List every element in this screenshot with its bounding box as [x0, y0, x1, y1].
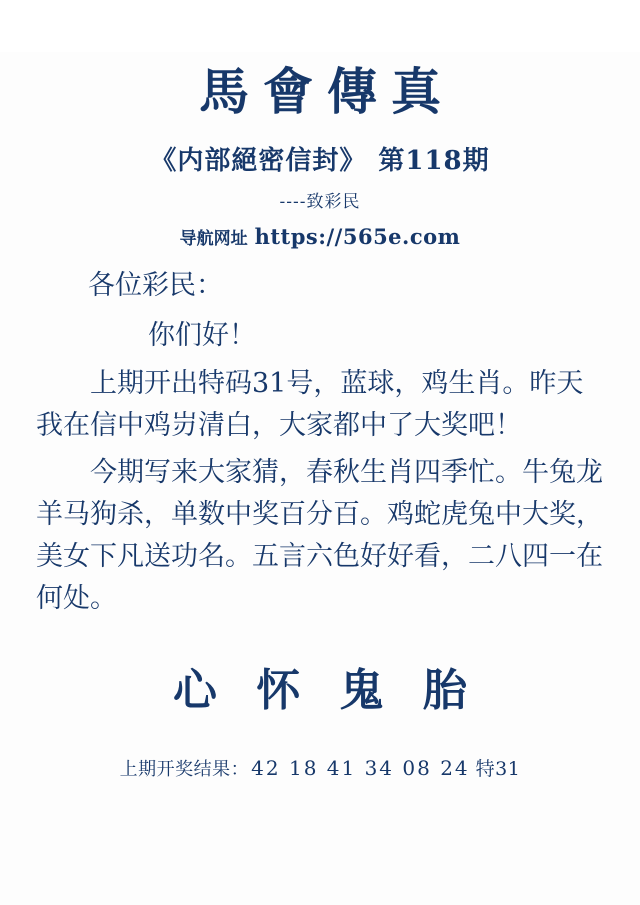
subtitle-bracket-text: 《内部絕密信封》: [150, 146, 367, 176]
nav-url-link[interactable]: https://565e.com: [254, 224, 461, 249]
paragraph-previous-result: 上期开出特码31号，蓝球，鸡生肖。昨天我在信中鸡岃清白，大家都中了大奖吧！: [36, 367, 584, 441]
navigation-url-line: [0, 224, 640, 249]
greeting-line: 各位彩民：: [88, 270, 223, 301]
letter-body: [36, 265, 604, 620]
results-numbers: 42 18 41 34 08 24: [251, 755, 470, 780]
previous-draw-results: [0, 754, 640, 781]
page-title: 馬會傳真: [199, 62, 455, 121]
paragraph-current-tip: 今期写来大家猜，春秋生肖四季忙。牛兔龙羊马狗杀，单数中奖百分百。鸡蛇虎兔中大奖，美女下凡送功名。五言六色好好看，二八四一在何处。: [36, 457, 603, 614]
hello-line: 你们好！: [148, 319, 256, 351]
subtitle-line: [0, 140, 640, 177]
issue-number: 第118期: [378, 146, 490, 176]
slogan-text: 心 怀 鬼 胎: [173, 664, 479, 716]
results-label: 上期开奖结果：: [119, 758, 250, 780]
dedication-line: ----致彩民: [279, 192, 361, 212]
document-page: [0, 52, 640, 905]
nav-label: 导航网址: [179, 229, 248, 249]
results-special-number: 特31: [475, 757, 521, 780]
